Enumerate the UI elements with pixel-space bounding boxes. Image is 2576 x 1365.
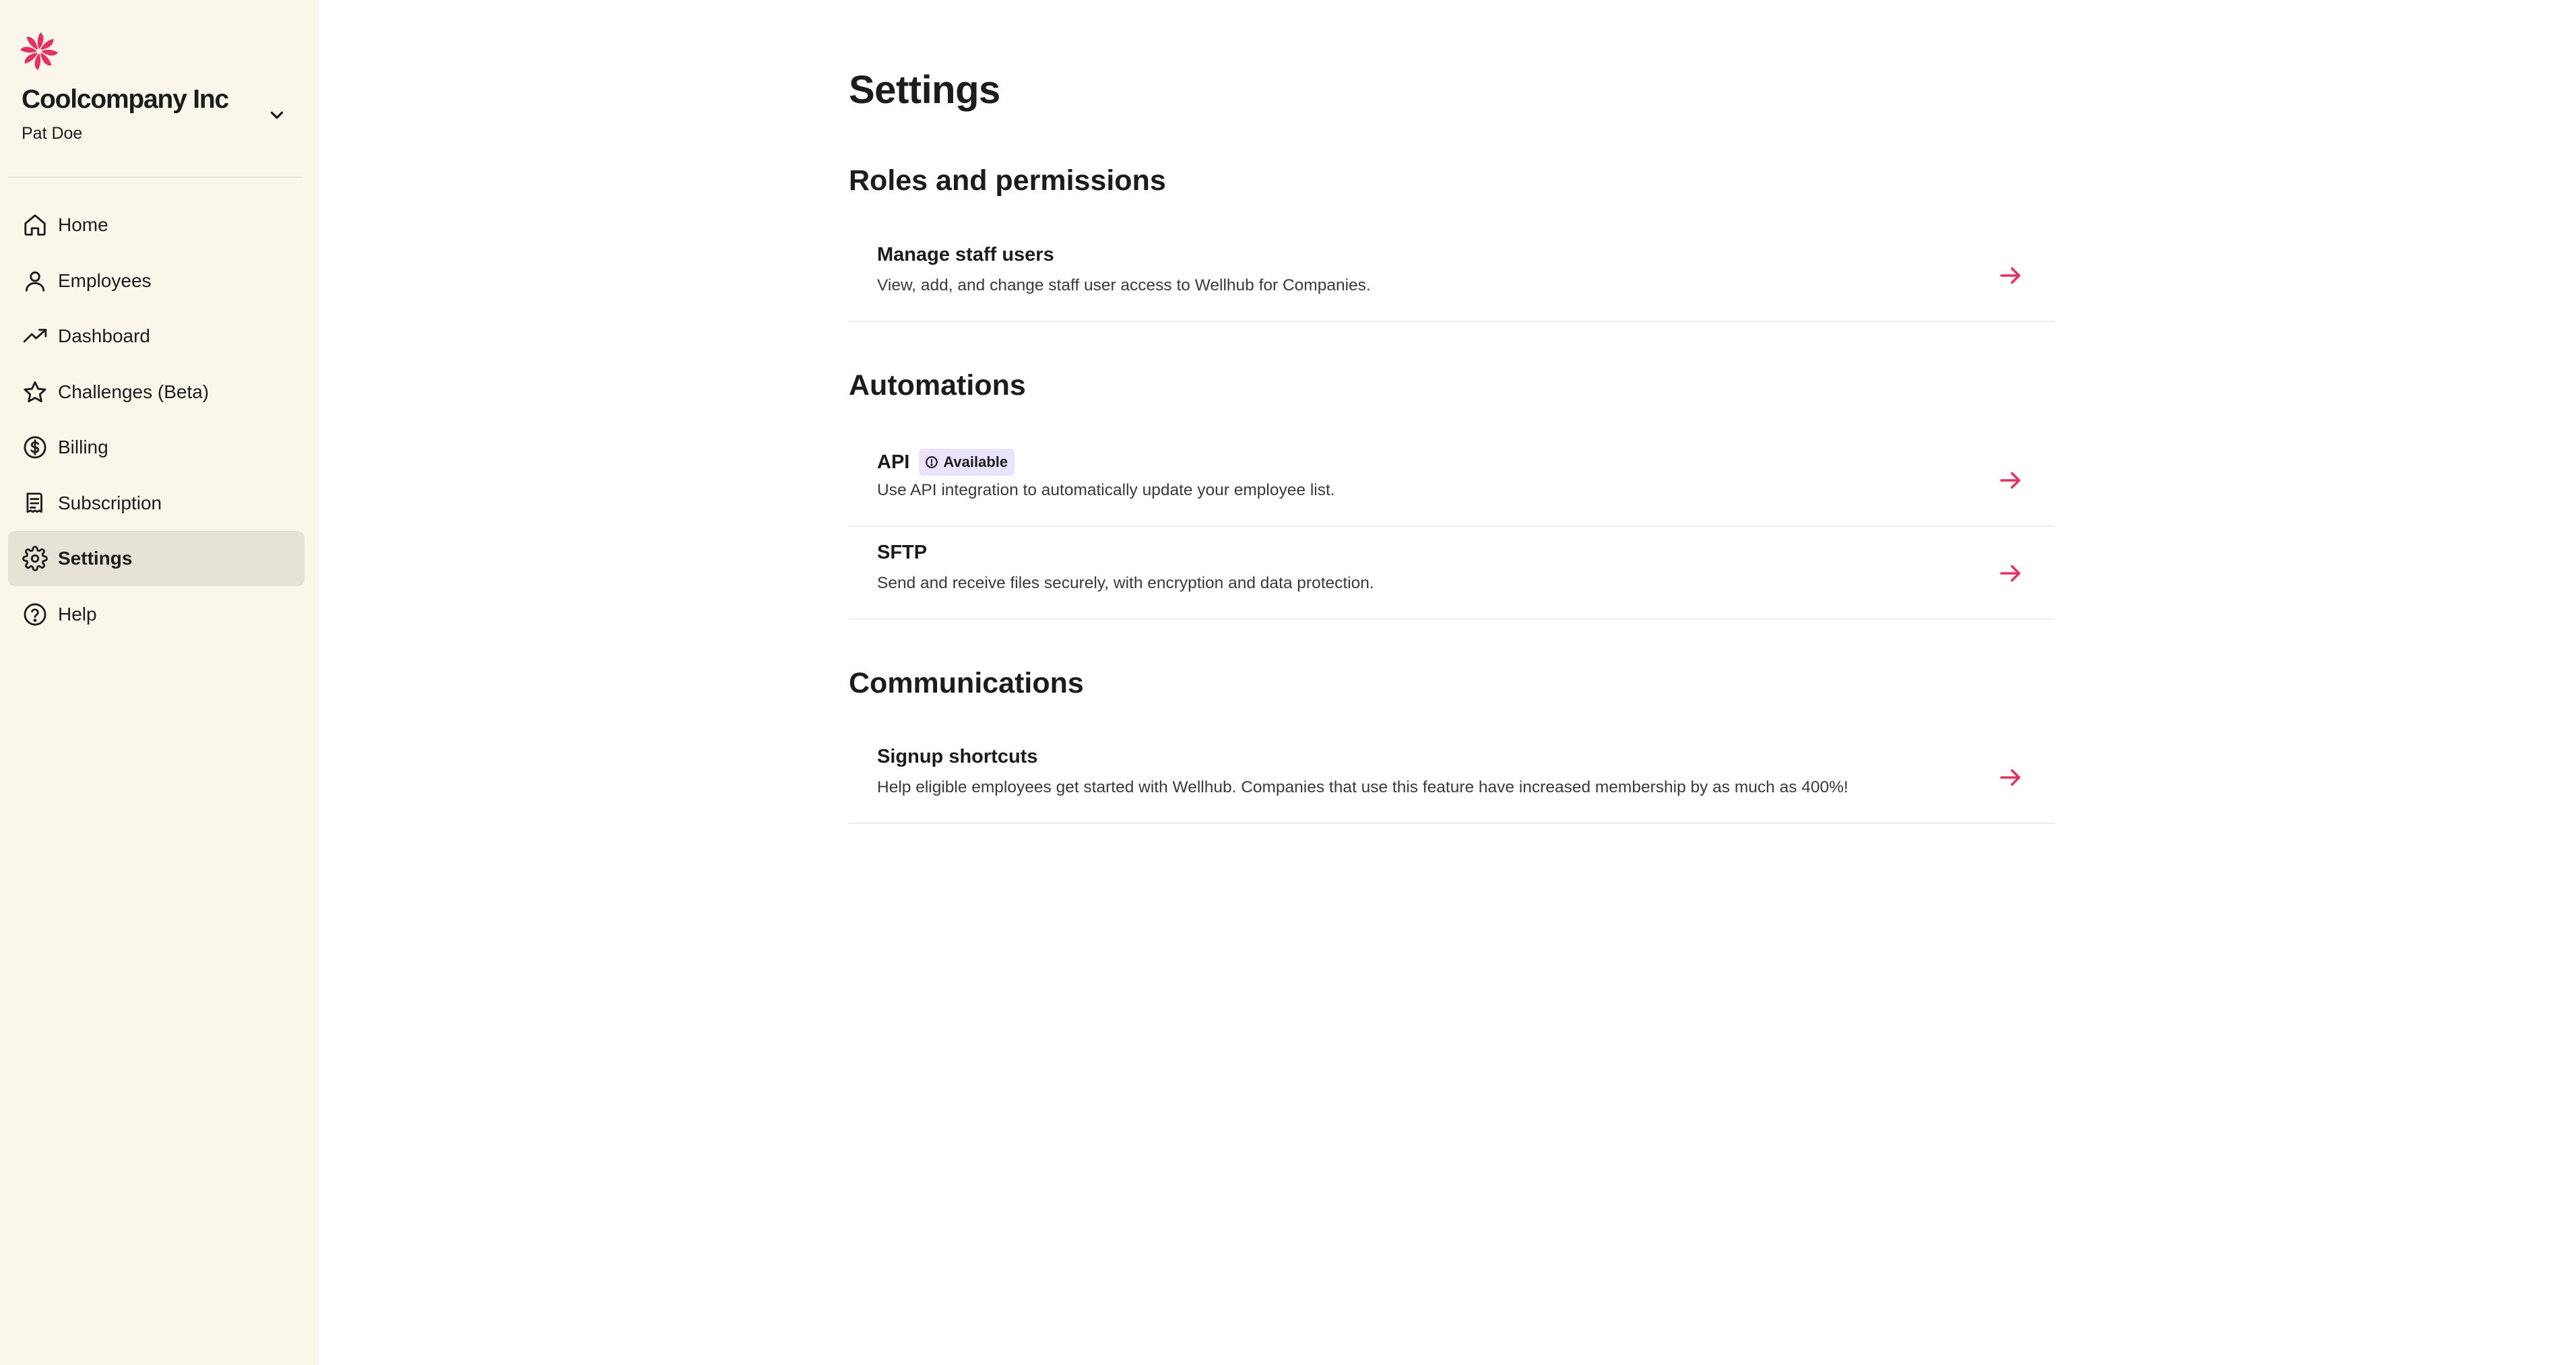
section-title-communications: Communications [849,667,1084,699]
sidebar-item-home[interactable] [8,197,304,253]
row-title [877,244,1054,266]
sidebar-item-dashboard[interactable] [8,309,304,364]
main-content [319,0,2576,1365]
row-title [877,542,927,564]
status-badge-label: Available [943,453,1008,470]
sidebar-item-label: Home [58,214,108,235]
row-title-text: Signup shortcuts [877,746,1038,767]
section-title-automations: Automations [849,369,1026,402]
user-icon [22,267,49,294]
row-description: Help eligible employees get started with Wellhub. Companies that use this feature have increased membership by as much as 400%! [877,778,1848,796]
chevron-down-icon[interactable] [265,104,288,127]
arrow-right-icon[interactable] [1997,466,2025,495]
sidebar-item-label: Settings [58,548,133,569]
sidebar-item-label: Dashboard [58,325,150,346]
sidebar-item-label: Challenges (Beta) [58,381,210,402]
row-title [877,746,1037,768]
sidebar-item-label: Subscription [58,492,162,513]
sidebar-item-settings[interactable] [8,531,304,586]
sidebar-item-label: Billing [58,437,108,457]
star-icon [22,379,49,406]
home-icon [22,212,49,239]
arrow-right-icon[interactable] [1997,261,2025,290]
arrow-right-icon[interactable] [1997,763,2025,792]
gear-icon [22,545,49,572]
org-name[interactable]: Coolcompany Inc [22,85,229,114]
arrow-right-icon[interactable] [1997,559,2025,588]
sftp-row[interactable] [849,527,2055,620]
sidebar-item-label: Employees [58,269,152,291]
row-description: View, add, and change staff user access to Wellhub for Companies. [877,276,1371,294]
sidebar-nav [8,197,304,642]
sidebar-item-billing[interactable] [8,420,304,475]
dollar-icon [22,434,49,461]
sidebar-item-label: Help [58,603,97,625]
signup-shortcuts-row[interactable] [849,731,2055,824]
sidebar-item-challenges[interactable] [8,364,304,420]
sidebar-item-employees[interactable] [8,253,304,309]
row-title-text: Manage staff users [877,244,1054,265]
info-circle-icon [924,455,939,470]
section-title-roles: Roles and permissions [849,164,1166,197]
row-title-text: API [877,451,910,473]
brand-logo-icon[interactable] [19,31,59,71]
receipt-icon [22,490,49,517]
row-title-text: SFTP [877,542,928,563]
sidebar-divider [8,177,303,178]
sidebar-item-help[interactable] [8,587,304,642]
row-title [877,449,1015,476]
status-badge [919,449,1015,476]
sidebar-item-subscription[interactable] [8,476,304,531]
row-description: Send and receive files securely, with encryption and data protection. [877,574,1374,592]
manage-staff-users-row[interactable] [849,229,2055,322]
user-name: Pat Doe [22,124,83,143]
row-description: Use API integration to automatically update your employee list. [877,481,1335,499]
sidebar [0,0,319,1365]
help-icon [22,601,49,628]
trending-up-icon [22,323,49,350]
page-title: Settings [849,68,1000,112]
api-row[interactable] [849,434,2055,527]
